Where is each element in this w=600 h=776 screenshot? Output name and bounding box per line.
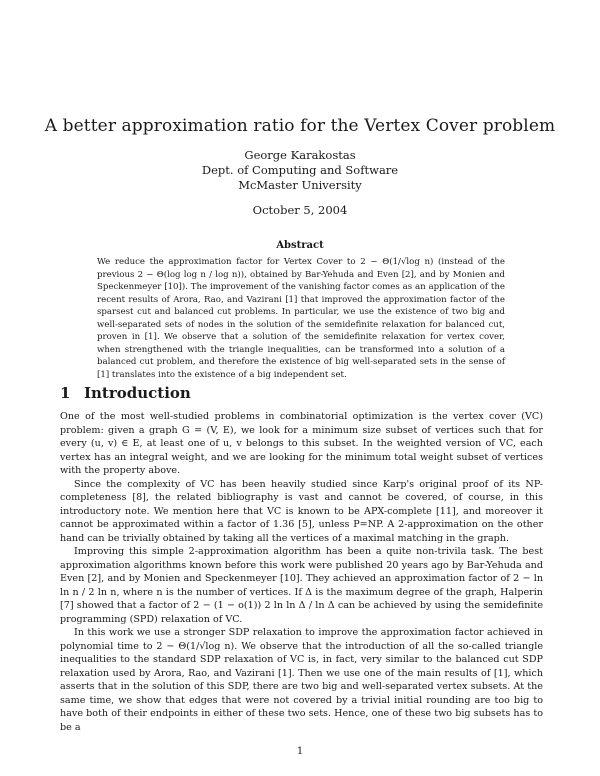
page-number: 1 — [296, 746, 304, 757]
section-body — [60, 410, 543, 734]
abstract-body — [97, 256, 505, 381]
author-block — [0, 148, 600, 193]
paragraph: Improving this simple 2-approximation algorithm has been a quite non-trivila task. The best approximation algorithms known before this work were published 20 years ago by Bar-Yehuda and Even [2], and by Monien and Speckenmeyer [10]. They achieved an approximation factor of 2 − ln ln n / 2 ln n, where n is the number of vertices. If Δ is the maximum degree of the graph, Halperin [7] showed that a factor of 2 − (1 − o(1)) 2 ln ln Δ / ln Δ can be achieved by using the semidefinite programming (SPD) relaxation of VC. — [60, 546, 543, 625]
abstract-text: We reduce the approximation factor for Vertex Cover to 2 − Θ(1/√log n) (instead of the previous 2 − Θ(log log n / log n)), obtained by Bar-Yehuda and Even [2], and by Monien and Speckenmeyer [10]). The improvement of the vanishing factor comes as an application of the recent results of Arora, Rao, and Vazirani [1] that improved the approximation factor of the sparsest cut and balanced cut problems. In particular, we use the existence of two big and well-separated sets of nodes in the solution of the semidefinite relaxation for balanced cut, proven in [1]. We observe that a solution of the semidefinite relaxation for vertex cover, when strengthened with the triangle inequalities, can be transformed into a solution of a balanced cut problem, and therefore the existence of big well-separated sets in the sense of [1] translates into the existence of a big independent set. — [97, 257, 505, 380]
author-university: McMaster University — [238, 178, 362, 192]
paragraph: One of the most well-studied problems in combinatorial optimization is the vertex cover (VC) problem: given a graph G = (V, E), we look for a minimum size subset of vertices such that for every (u, v) ∈ E, at least one of u, v belongs to this subset. In the weighted version of VC, each vertex has an integral weight, and we are looking for the minimum total weight subset of vertices with the property above. — [60, 411, 543, 476]
abstract-heading: Abstract — [276, 240, 324, 251]
section-heading — [60, 384, 191, 402]
author-name: George Karakostas — [244, 148, 356, 162]
section-title: Introduction — [84, 384, 191, 402]
paper-title: A better approximation ratio for the Vertex Cover problem — [44, 116, 556, 136]
section-number: 1 — [60, 384, 71, 402]
paper-date: October 5, 2004 — [252, 203, 348, 217]
author-department: Dept. of Computing and Software — [201, 163, 399, 177]
paragraph: Since the complexity of VC has been heavily studied since Karp's original proof of its NP-completeness [8], the related bibliography is vast and cannot be covered, of course, in this introductory note. We mention here that VC is known to be APX-complete [11], and moreover it cannot be approximated within a factor of 1.36 [5], unless P=NP. A 2-approximation on the other hand can be trivially obtained by taking all the vertices of a maximal matching in the graph. — [60, 478, 543, 544]
paragraph: In this work we use a stronger SDP relaxation to improve the approximation factor achieved in polynomial time to 2 − Θ(1/√log n). We observe that the introduction of all the so-called triangle inequalities to the standard SDP relaxation of VC is, in fact, very similar to the balanced cut SDP relaxation used by Arora, Rao, and Vazirani [1]. Then we use one of the main results of [1], which asserts that in the solution of this SDP, there are two big and well-separated vertex subsets. At the same time, we show that edges that were not covered by a trivial initial rounding are too big to have both of their endpoints in either of these two sets. Hence, one of these two big subsets has to be a — [60, 627, 543, 733]
